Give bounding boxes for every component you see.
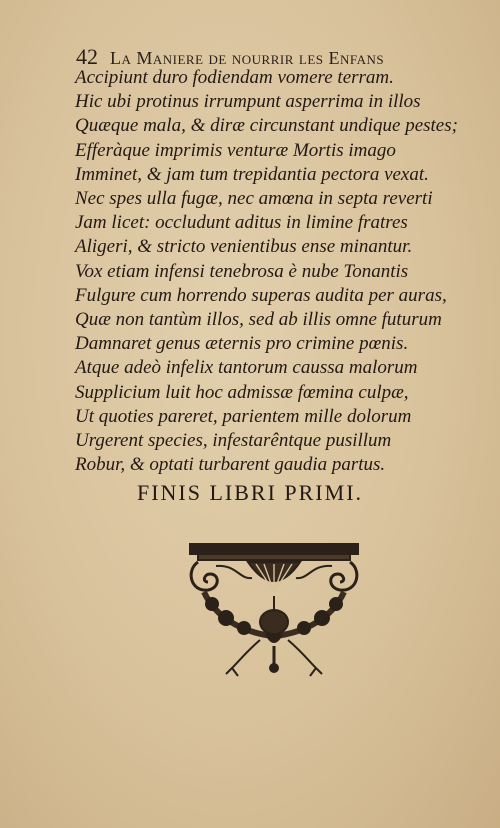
verse-line: Quæ non tantùm illos, sed ab illis omne futurum xyxy=(75,309,442,331)
verse-line: Efferàque imprimis venturæ Mortis imago xyxy=(75,139,396,161)
verse-line: Jam licet: occludunt aditus in limine fratres xyxy=(75,212,408,234)
verse-line: Supplicium luit hoc admissæ fœmina culpæ, xyxy=(75,381,409,403)
verse-line: Damnaret genus æternis pro crimine pœnis. xyxy=(75,333,409,355)
verse-line: Fulgure cum horrendo superas audita per auras, xyxy=(75,284,447,306)
verse-line: Urgerent species, infestarêntque pusillum xyxy=(75,430,392,452)
tailpiece-ornament-icon xyxy=(186,540,362,680)
finis-heading: FINIS LIBRI PRIMI. xyxy=(136,480,364,505)
verse-line: Ut quoties pareret, parientem mille dolorum xyxy=(75,405,412,427)
verse-line: Quæque mala, & diræ circunstant undique pestes; xyxy=(75,115,458,137)
running-title: La Maniere de nourrir les Enfans xyxy=(110,48,385,68)
verse-line: Nec spes ulla fugæ, nec amœna in septa reverti xyxy=(75,188,433,210)
verse-line: Aligeri, & stricto venientibus ense minantur. xyxy=(75,236,413,258)
page-number: 42 xyxy=(76,44,98,69)
verse-line: Imminet, & jam tum trepidantia pectora vexat. xyxy=(75,163,429,185)
verse-line: Vox etiam infensi tenebrosa è nube Tonantis xyxy=(75,260,409,282)
verse-line: Robur, & optati turbarent gaudia partus. xyxy=(75,454,386,476)
verse-line: Hic ubi protinus irrumpunt asperrima in illos xyxy=(75,91,421,113)
verse-block xyxy=(75,66,485,477)
verse-line: Atque adeò infelix tantorum caussa malorum xyxy=(75,357,418,379)
verse-line: Accipiunt duro fodiendam vomere terram. xyxy=(75,67,394,88)
